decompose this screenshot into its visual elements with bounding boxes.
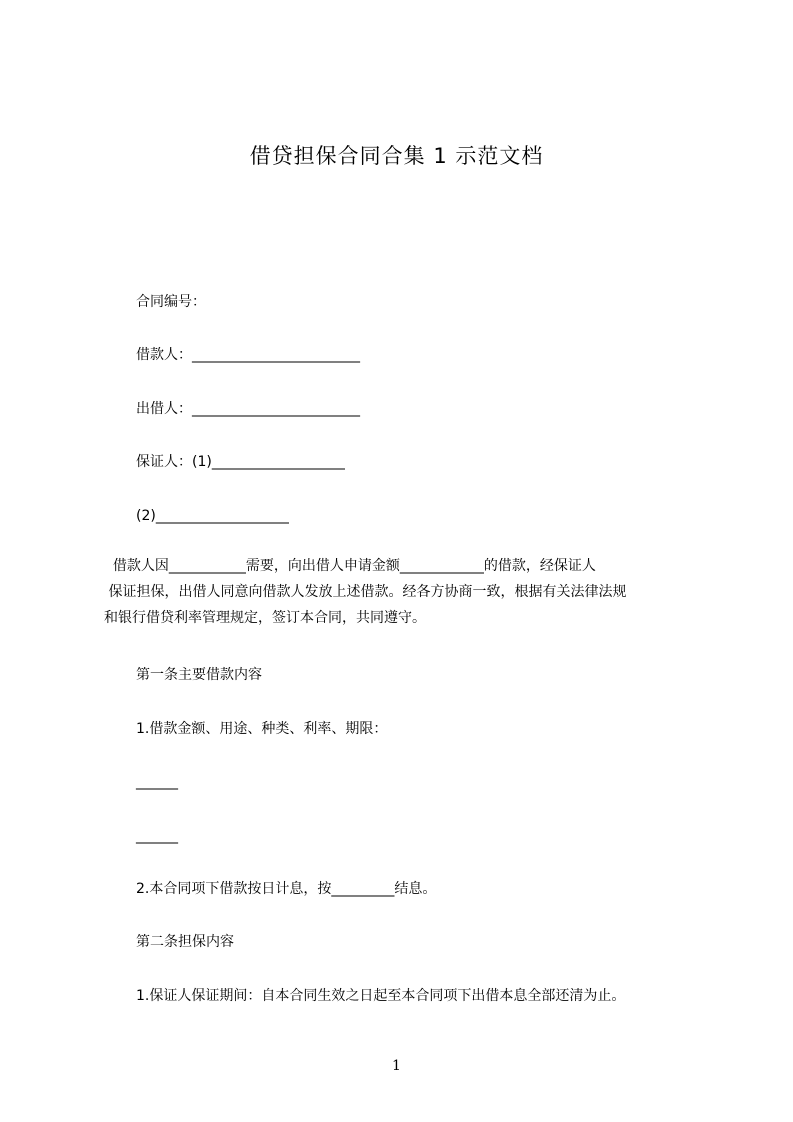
guarantor-line-2: (2)___________________: [136, 508, 289, 524]
article-2-item-1: 1.保证人保证期间：自本合同生效之日起至本合同项下出借本息全部还清为止。: [136, 988, 626, 1004]
page-number: 1: [392, 1058, 401, 1074]
article-1-heading: 第一条主要借款内容: [136, 667, 262, 683]
article-1-item-2: 2.本合同项下借款按日计息，按_________结息。: [136, 881, 437, 897]
article-2-heading: 第二条担保内容: [136, 934, 234, 950]
preamble-paragraph: [104, 553, 714, 631]
guarantor-line-1: 保证人：(1)___________________: [136, 454, 345, 470]
article-1-blank-2: ______: [136, 828, 178, 844]
preamble-line-2: 保证担保，出借人同意向借款人发放上述借款。经各方协商一致，根据有关法律法规: [104, 584, 627, 600]
article-1-blank-1: ______: [136, 774, 178, 790]
preamble-line-3: 和银行借贷利率管理规定，签订本合同，共同遵守。: [104, 610, 426, 626]
contract-number-label: 合同编号：: [136, 294, 206, 310]
lender-line: 出借人：________________________: [136, 401, 360, 417]
borrower-line: 借款人：________________________: [136, 347, 360, 363]
document-title: 借贷担保合同合集 1 示范文档: [249, 144, 544, 168]
preamble-line-1: 借款人因___________需要，向出借人申请金额____________的借款，经保证人: [104, 558, 596, 574]
article-1-item-1: 1.借款金额、用途、种类、利率、期限：: [136, 721, 388, 737]
